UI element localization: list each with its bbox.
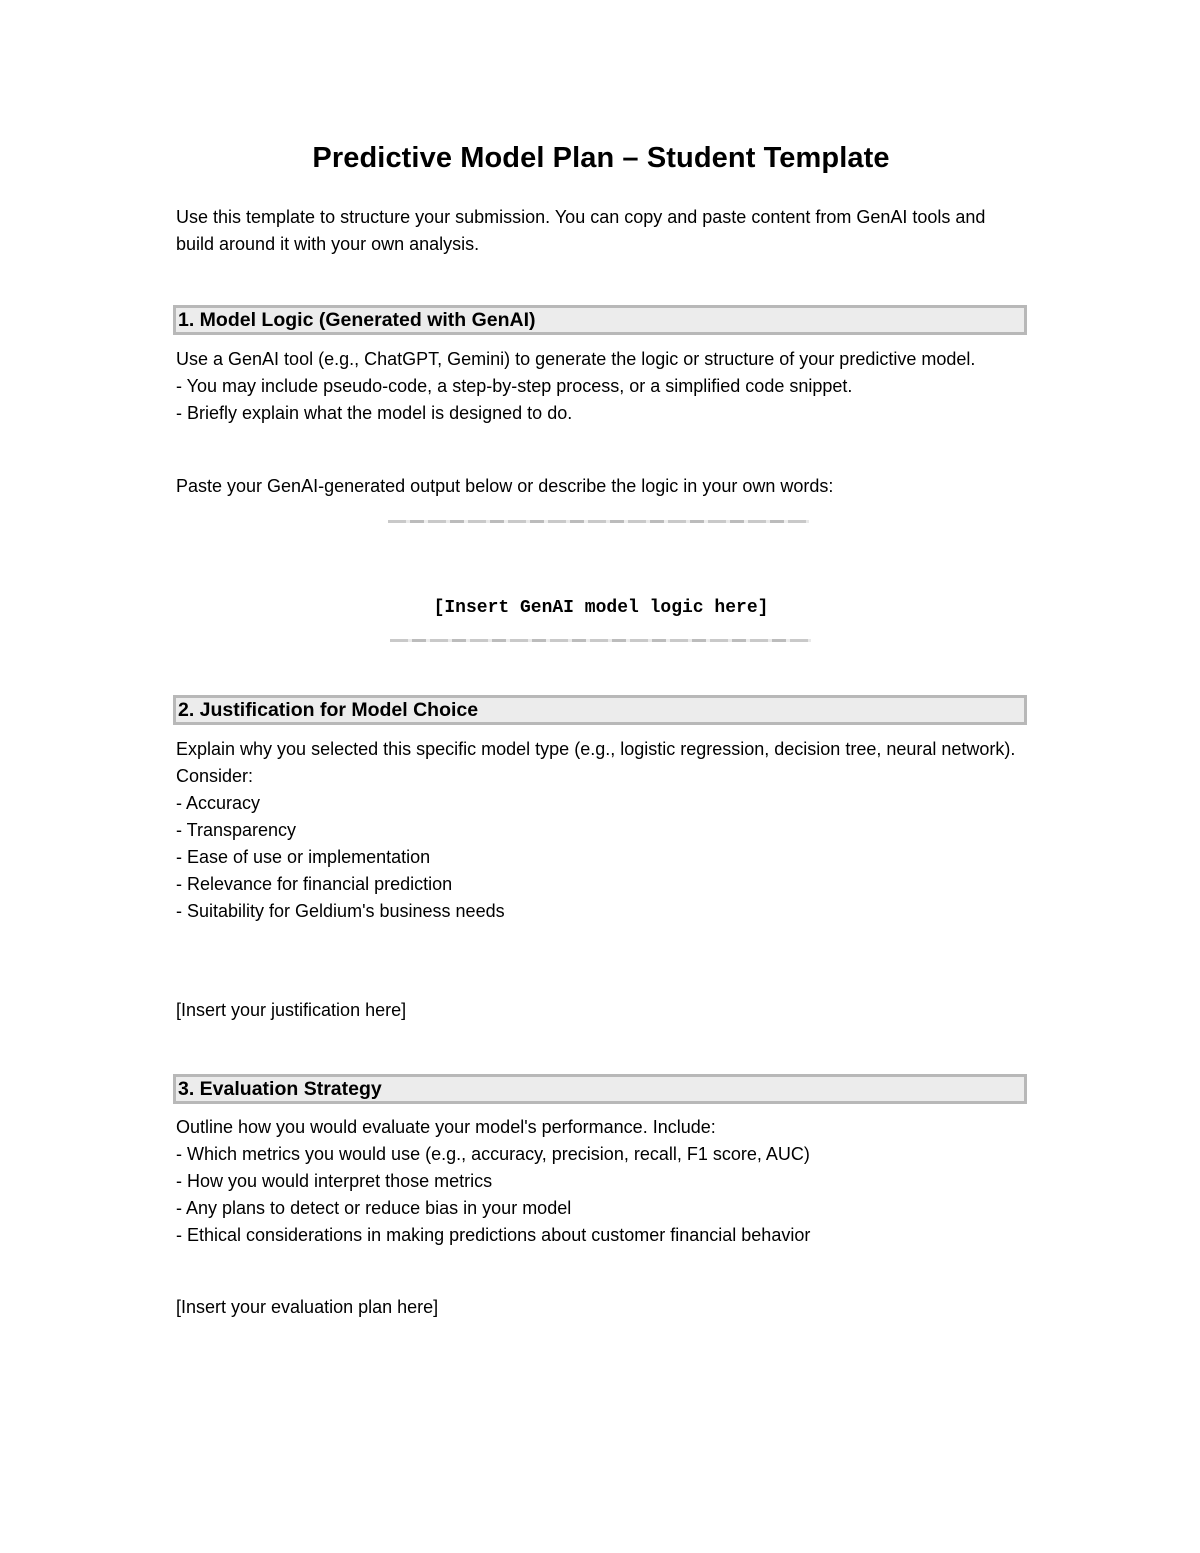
- section-3-line: - Any plans to detect or reduce bias in your model: [176, 1198, 572, 1218]
- evaluation-placeholder[interactable]: [Insert your evaluation plan here]: [176, 1297, 439, 1317]
- section-2-line: - Accuracy: [176, 793, 261, 813]
- placeholder-bottom-rule: [390, 639, 811, 642]
- section-2-instructions: [176, 736, 1026, 925]
- section-2-heading: 2. Justification for Model Choice: [173, 695, 1027, 725]
- section-3-line: - Which metrics you would use (e.g., accuracy, precision, recall, F1 score, AUC): [176, 1144, 810, 1164]
- section-3-line: Outline how you would evaluate your model's performance. Include:: [176, 1117, 716, 1137]
- section-1-line: - You may include pseudo-code, a step-by-step process, or a simplified code snippet.: [176, 376, 853, 396]
- genai-logic-placeholder[interactable]: [Insert GenAI model logic here]: [433, 598, 769, 618]
- section-1-line: Use a GenAI tool (e.g., ChatGPT, Gemini) to generate the logic or structure of your predictive model.: [176, 349, 976, 369]
- justification-placeholder[interactable]: [Insert your justification here]: [176, 1000, 407, 1020]
- section-2-line: - Relevance for financial prediction: [176, 874, 453, 894]
- section-1-line: - Briefly explain what the model is designed to do.: [176, 403, 573, 423]
- section-1-prompt: Paste your GenAI-generated output below or describe the logic in your own words:: [176, 476, 834, 496]
- section-3-line: - How you would interpret those metrics: [176, 1171, 493, 1191]
- section-2-line: - Transparency: [176, 820, 297, 840]
- section-1-instructions: [176, 346, 1026, 427]
- intro-paragraph: Use this template to structure your submission. You can copy and paste content from GenAI tools and build around it with your own analysis.: [176, 207, 986, 254]
- placeholder-top-rule: [388, 520, 809, 523]
- section-2-line: - Suitability for Geldium's business needs: [176, 901, 505, 921]
- section-3-line: - Ethical considerations in making predictions about customer financial behavior: [176, 1225, 811, 1245]
- section-2-line: - Ease of use or implementation: [176, 847, 431, 867]
- section-3-heading: 3. Evaluation Strategy: [173, 1074, 1027, 1104]
- section-1-heading: 1. Model Logic (Generated with GenAI): [173, 305, 1027, 335]
- section-2-line: Explain why you selected this specific model type (e.g., logistic regression, decision tree, neural network). Consider:: [176, 739, 1021, 786]
- section-3-instructions: [176, 1114, 1026, 1249]
- page-title: Predictive Model Plan – Student Template: [312, 142, 890, 174]
